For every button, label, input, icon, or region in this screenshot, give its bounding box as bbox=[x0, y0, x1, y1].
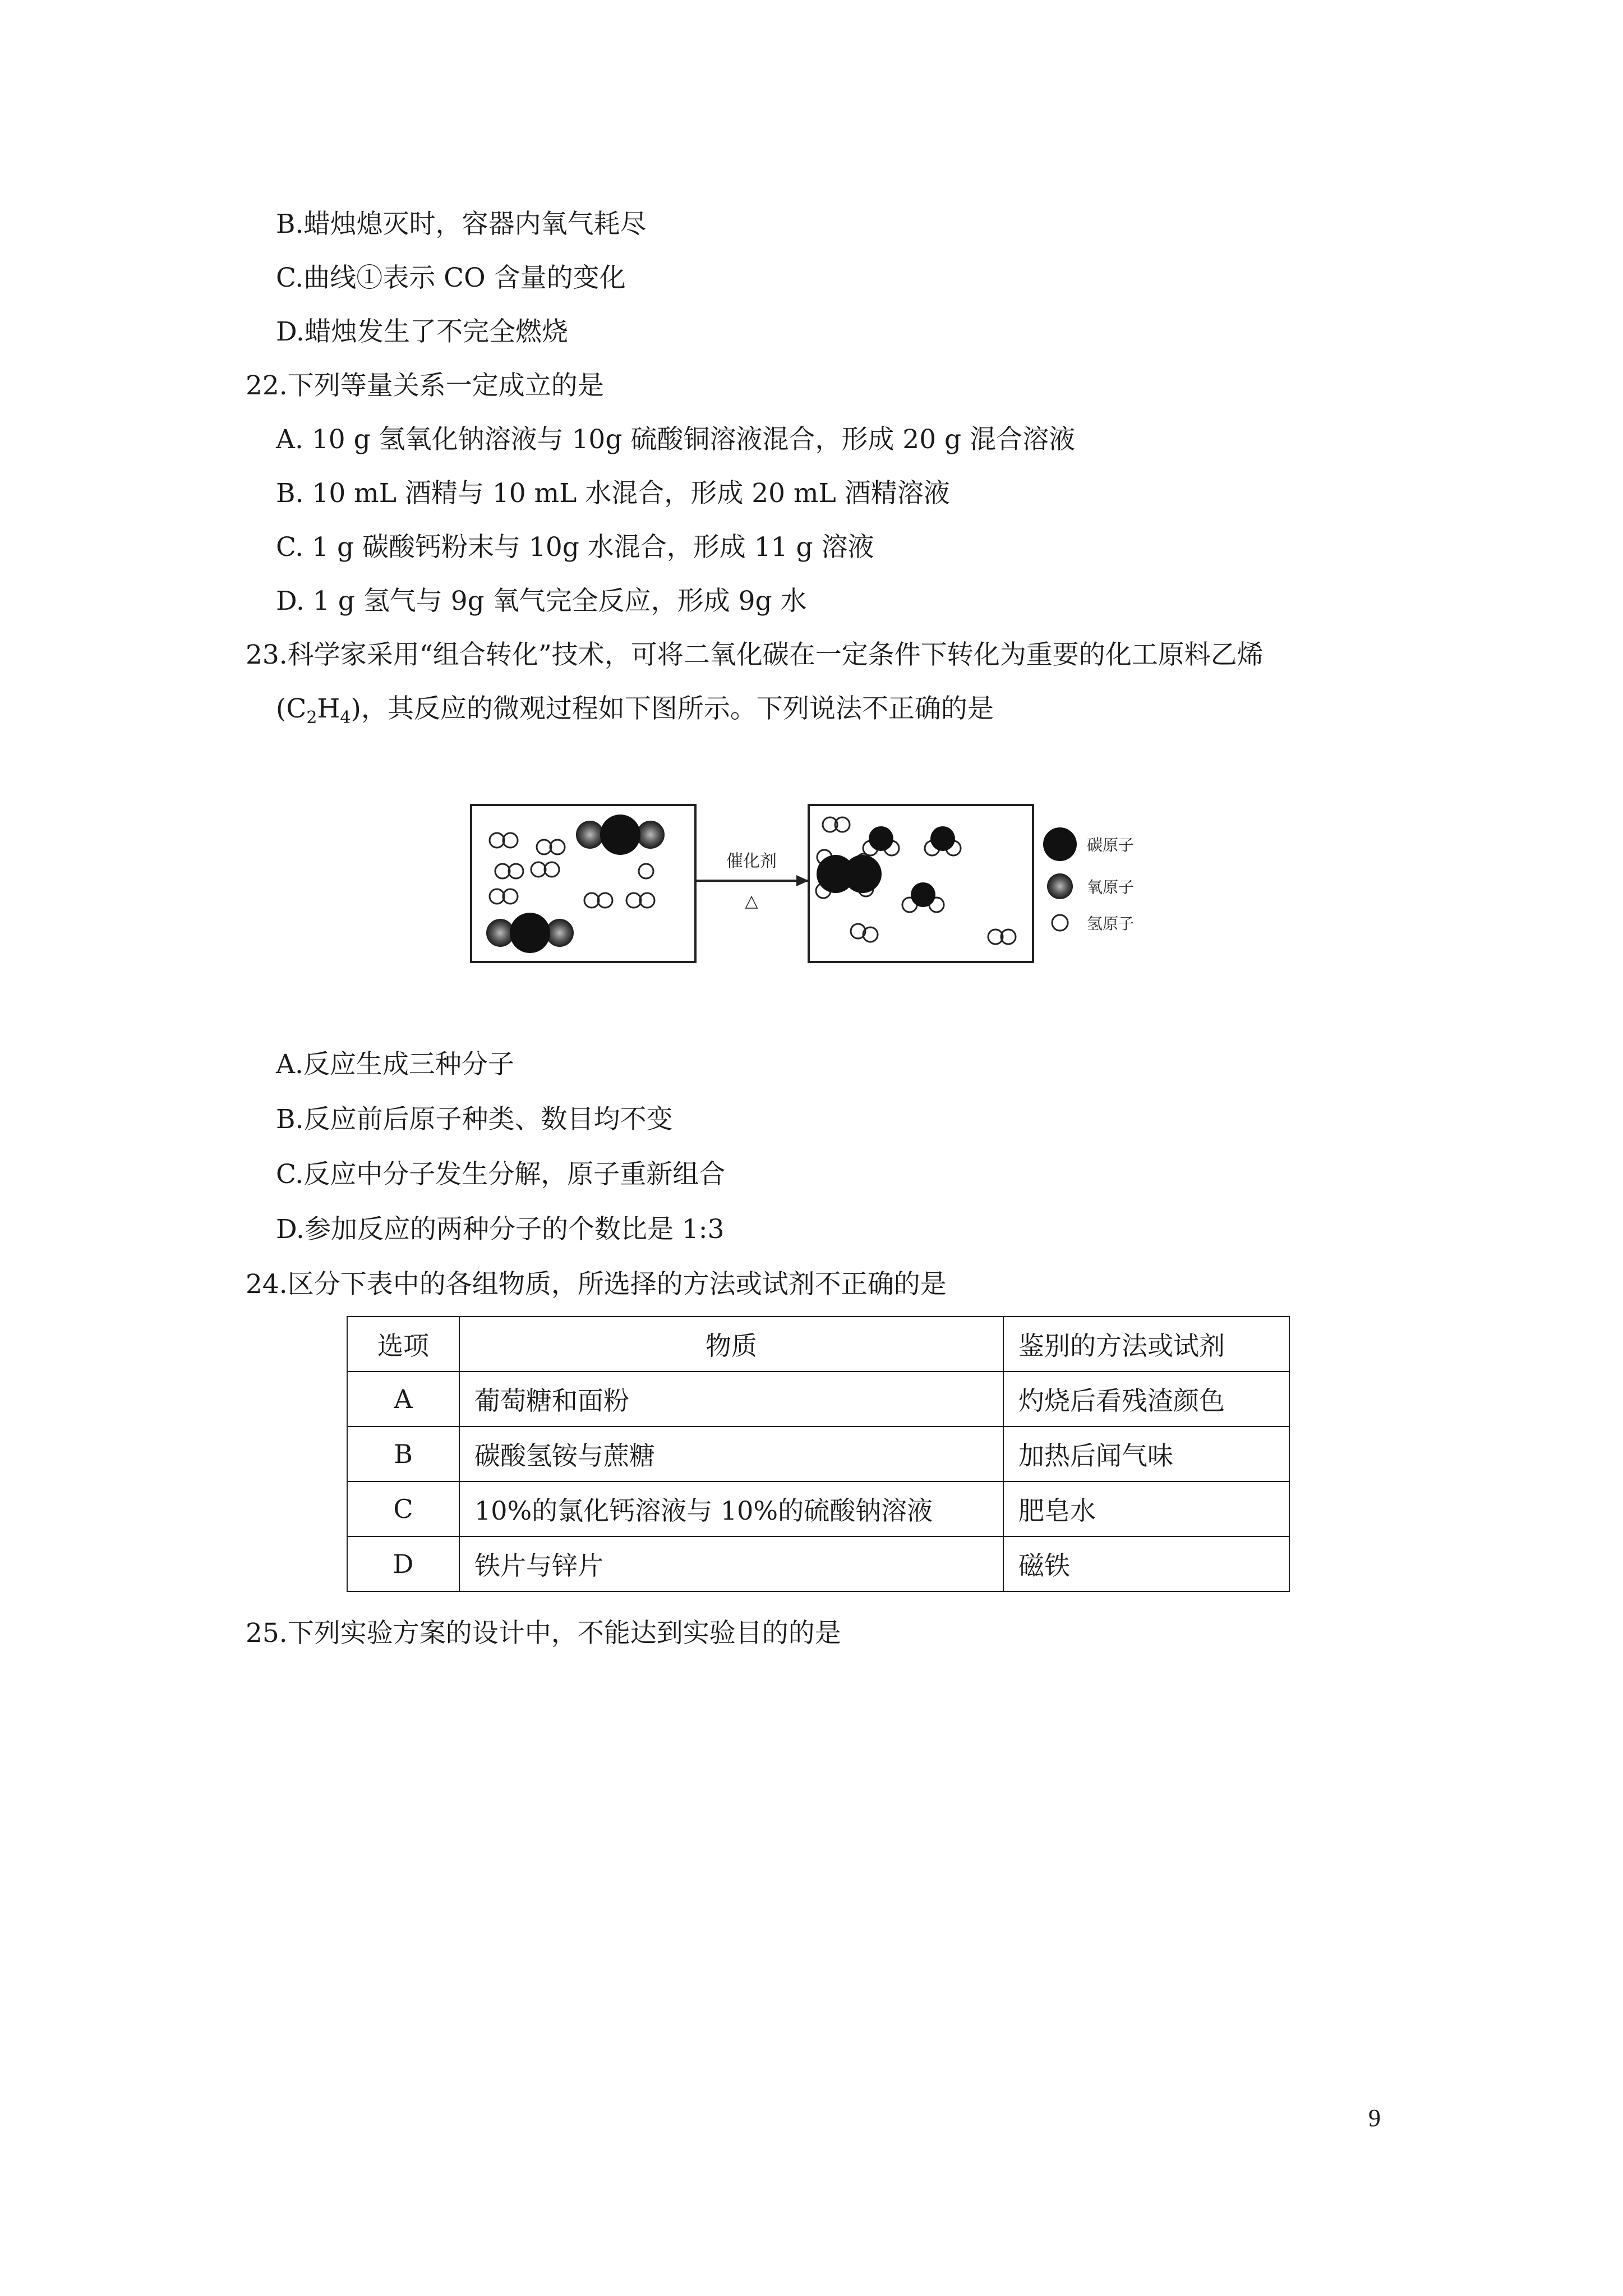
carbon-legend-icon bbox=[1043, 827, 1077, 861]
q23-option-c: C.反应中分子发生分解，原子重新组合 bbox=[276, 1159, 726, 1190]
q24-stem: 24.区分下表中的各组物质，所选择的方法或试剂不正确的是 bbox=[246, 1269, 947, 1300]
table-row bbox=[347, 1372, 1289, 1427]
row-substance: 碳酸氢铵与蔗糖 bbox=[459, 1427, 1003, 1481]
q25-stem: 25.下列实验方案的设计中，不能达到实验目的的是 bbox=[246, 1618, 841, 1649]
q21-option-b: B.蜡烛熄灭时，容器内氧气耗尽 bbox=[276, 209, 647, 240]
header-method: 鉴别的方法或试剂 bbox=[1003, 1317, 1289, 1372]
legend bbox=[1043, 827, 1134, 933]
table-row bbox=[347, 1427, 1289, 1481]
page-number: 9 bbox=[1368, 2104, 1381, 2132]
row-substance: 铁片与锌片 bbox=[459, 1536, 1003, 1591]
hydrogen-legend-icon bbox=[1052, 915, 1068, 931]
row-option: C bbox=[347, 1481, 459, 1536]
reaction-diagram bbox=[465, 797, 1183, 970]
row-option: D bbox=[347, 1536, 459, 1591]
table-header-row bbox=[347, 1317, 1289, 1372]
row-option: B bbox=[347, 1427, 459, 1481]
catalyst-label: 催化剂 bbox=[726, 852, 777, 871]
co2-molecule-2 bbox=[487, 913, 573, 953]
q22-option-a: A. 10 g 氢氧化钠溶液与 10g 硫酸铜溶液混合，形成 20 g 混合溶液 bbox=[276, 424, 1076, 455]
row-method: 磁铁 bbox=[1003, 1536, 1289, 1591]
row-substance: 10%的氯化钙溶液与 10%的硫酸钠溶液 bbox=[459, 1481, 1003, 1536]
heat-label: △ bbox=[745, 891, 758, 911]
header-option: 选项 bbox=[347, 1317, 459, 1372]
q22-option-d: D. 1 g 氢气与 9g 氧气完全反应，形成 9g 水 bbox=[276, 586, 807, 616]
q23-option-b: B.反应前后原子种类、数目均不变 bbox=[276, 1104, 673, 1135]
table-row bbox=[347, 1536, 1289, 1591]
row-substance: 葡萄糖和面粉 bbox=[459, 1372, 1003, 1427]
q23-option-d: D.参加反应的两种分子的个数比是 1:3 bbox=[276, 1214, 725, 1245]
q21-option-c: C.曲线①表示 CO 含量的变化 bbox=[276, 263, 626, 293]
hydrogen-legend-label: 氢原子 bbox=[1087, 914, 1135, 933]
q22-stem: 22.下列等量关系一定成立的是 bbox=[246, 370, 604, 401]
q21-option-d: D.蜡烛发生了不完全燃烧 bbox=[276, 316, 568, 347]
reagent-table bbox=[347, 1316, 1290, 1592]
table-row bbox=[347, 1481, 1289, 1536]
row-method: 肥皂水 bbox=[1003, 1481, 1289, 1536]
header-substance: 物质 bbox=[459, 1317, 1003, 1372]
q23-stem-line2: $(C_2H_4)$，其反应的微观过程如下图所示。下列说法不正确的是 bbox=[276, 693, 994, 728]
row-option: A bbox=[347, 1372, 459, 1427]
oxygen-legend-icon bbox=[1048, 874, 1072, 899]
q23-option-a: A.反应生成三种分子 bbox=[276, 1049, 514, 1080]
row-method: 灼烧后看残渣颜色 bbox=[1003, 1372, 1289, 1427]
q23-stem-line1: 23.科学家采用“组合转化”技术，可将二氧化碳在一定条件下转化为重要的化工原料乙烯 bbox=[246, 639, 1264, 670]
q22-option-c: C. 1 g 碳酸钙粉末与 10g 水混合，形成 11 g 溶液 bbox=[276, 532, 874, 563]
ethylene-molecule bbox=[817, 855, 882, 893]
water-molecules bbox=[869, 826, 955, 907]
q22-option-b: B. 10 mL 酒精与 10 mL 水混合，形成 20 mL 酒精溶液 bbox=[276, 478, 950, 509]
row-method: 加热后闻气味 bbox=[1003, 1427, 1289, 1481]
carbon-legend-label: 碳原子 bbox=[1087, 836, 1135, 854]
co2-molecule-1 bbox=[577, 815, 664, 855]
oxygen-legend-label: 氧原子 bbox=[1087, 878, 1135, 896]
